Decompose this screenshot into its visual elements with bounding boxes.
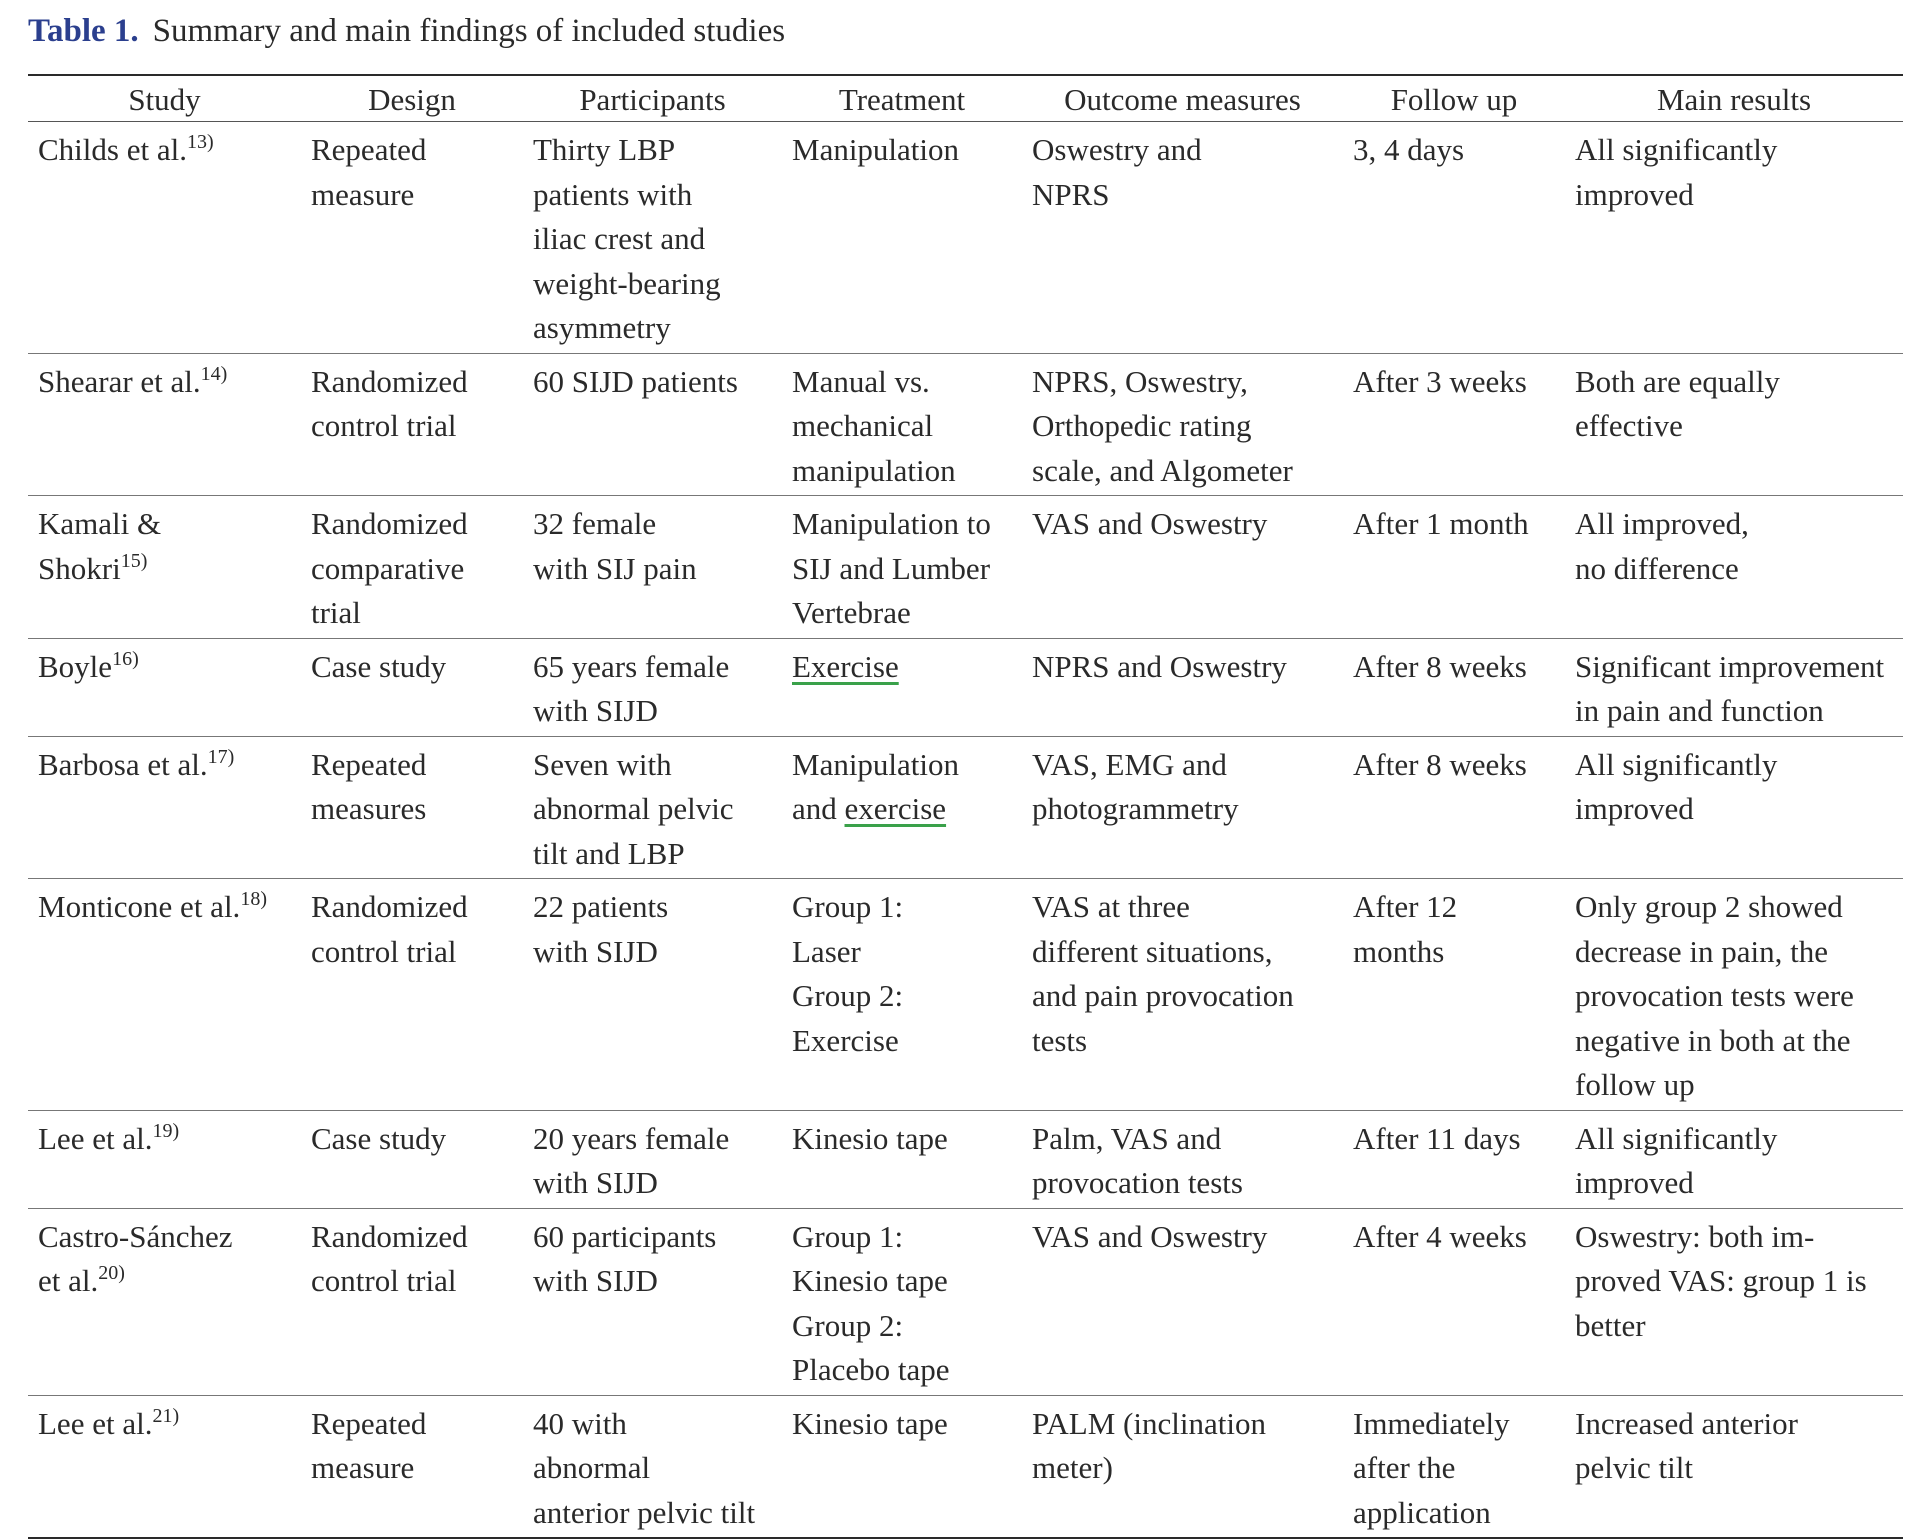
reference-superscript: 19) <box>152 1119 180 1142</box>
cell-text: After 8 weeks <box>1353 746 1527 782</box>
cell-text: with SIJD <box>533 1165 658 1200</box>
table-label: Table 1. <box>28 13 139 49</box>
cell-text: After 3 weeks <box>1353 363 1527 399</box>
cell-main-results <box>1565 1208 1903 1395</box>
header-study: Study <box>28 75 301 122</box>
cell-text: Kinesio tape <box>792 1405 948 1441</box>
cell-treatment <box>782 879 1022 1111</box>
reference-superscript: 17) <box>207 745 235 768</box>
cell-study <box>28 1110 301 1208</box>
cell-text: comparative <box>311 550 465 586</box>
cell-design <box>301 1110 523 1208</box>
cell-text: measure <box>311 1450 415 1485</box>
header-design: Design <box>301 75 523 122</box>
cell-text: Group 1: <box>792 889 904 924</box>
cell-text: Repeated <box>311 746 427 782</box>
cell-follow-up <box>1343 353 1565 496</box>
cell-outcome-measures <box>1022 496 1343 639</box>
cell-follow-up <box>1343 1208 1565 1395</box>
cell-treatment <box>782 496 1022 639</box>
cell-text: NPRS and Oswestry <box>1032 648 1287 684</box>
cell-outcome-measures <box>1022 879 1343 1111</box>
cell-text: with SIJD <box>533 933 658 969</box>
cell-study <box>28 353 301 496</box>
cell-follow-up <box>1343 496 1565 639</box>
cell-main-results <box>1565 1110 1903 1208</box>
cell-text: Shearar et al.$^{14)}$ <box>38 362 228 399</box>
cell-text: NPRS, Oswestry, <box>1032 363 1248 399</box>
cell-text: Lee et al.$^{19)}$ <box>38 1119 180 1156</box>
cell-text: Orthopedic rating <box>1032 408 1252 443</box>
table-row <box>28 879 1903 1111</box>
cell-study <box>28 122 301 354</box>
cell-text: tilt and LBP <box>533 835 685 871</box>
cell-text: and exercise <box>792 791 947 826</box>
cell-participants <box>523 1208 782 1395</box>
cell-text: and pain provocation <box>1032 978 1294 1013</box>
table-row <box>28 496 1903 639</box>
cell-text: 40 with <box>533 1405 627 1441</box>
cell-text: Repeated <box>311 1405 427 1441</box>
header-outcome-measures: Outcome measures <box>1022 75 1343 122</box>
cell-participants <box>523 1395 782 1538</box>
reference-superscript: 15) <box>120 549 148 572</box>
cell-participants <box>523 353 782 496</box>
cell-text: VAS and Oswestry <box>1032 506 1268 541</box>
cell-study <box>28 1208 301 1395</box>
table-row <box>28 736 1903 879</box>
cell-participants <box>523 1110 782 1208</box>
cell-text: Oswestry and <box>1032 132 1202 167</box>
cell-treatment <box>782 1395 1022 1538</box>
header-follow-up: Follow up <box>1343 75 1565 122</box>
header-treatment: Treatment <box>782 75 1022 122</box>
cell-text: NPRS <box>1032 176 1110 212</box>
table-title: Summary and main findings of included studies <box>152 13 786 49</box>
cell-text: application <box>1353 1494 1491 1530</box>
cell-text: Palm, VAS and <box>1032 1120 1222 1156</box>
cell-text: Monticone et al.$^{18)}$ <box>38 888 267 924</box>
reference-superscript: 20) <box>98 1262 125 1284</box>
header-row <box>28 75 1903 122</box>
cell-text: patients with <box>533 176 693 212</box>
cell-text: anterior pelvic tilt <box>533 1494 756 1530</box>
cell-outcome-measures <box>1022 353 1343 496</box>
cell-main-results <box>1565 122 1903 354</box>
cell-text: VAS and Oswestry <box>1032 1218 1268 1254</box>
table-row <box>28 1395 1903 1538</box>
cell-main-results <box>1565 879 1903 1111</box>
cell-design <box>301 122 523 354</box>
cell-text: after the <box>1353 1450 1456 1485</box>
header-main-results: Main results <box>1565 75 1903 122</box>
cell-text: measures <box>311 791 427 826</box>
cell-follow-up <box>1343 638 1565 736</box>
cell-text: All improved, <box>1575 506 1749 541</box>
cell-design <box>301 496 523 639</box>
cell-text: Kamali & <box>38 506 162 541</box>
cell-text: 3, 4 days <box>1353 132 1465 167</box>
cell-design <box>301 1395 523 1538</box>
cell-text: Case study <box>311 1120 447 1156</box>
cell-text: mechanical <box>792 408 934 443</box>
cell-text: months <box>1353 933 1445 969</box>
cell-text: in pain and function <box>1575 693 1824 728</box>
cell-main-results <box>1565 736 1903 879</box>
cell-text: Repeated <box>311 132 427 167</box>
cell-text: Vertebrae <box>792 595 911 630</box>
cell-text: Placebo tape <box>792 1352 950 1387</box>
cell-text: 22 patients <box>533 889 669 924</box>
cell-text: different situations, <box>1032 933 1273 969</box>
cell-text: Manipulation <box>792 746 960 782</box>
cell-text: proved VAS: group 1 is <box>1575 1263 1867 1298</box>
cell-study <box>28 736 301 879</box>
cell-study <box>28 879 301 1111</box>
header-participants: Participants <box>523 75 782 122</box>
cell-text: photogrammetry <box>1032 791 1239 826</box>
cell-study <box>28 496 301 639</box>
cell-text: Group 2: <box>792 1307 904 1343</box>
cell-outcome-measures <box>1022 122 1343 354</box>
cell-text: with SIJD <box>533 693 658 728</box>
cell-treatment <box>782 1110 1022 1208</box>
cell-text: measure <box>311 176 415 212</box>
cell-design <box>301 736 523 879</box>
cell-follow-up <box>1343 879 1565 1111</box>
cell-text: abnormal <box>533 1450 651 1485</box>
cell-text: PALM (inclination <box>1032 1405 1266 1441</box>
cell-text: Shokri$^{15)}$ <box>38 549 148 586</box>
cell-text: After 1 month <box>1353 506 1529 541</box>
cell-text: Boyle$^{16)}$ <box>38 647 139 684</box>
cell-text: with SIJD <box>533 1263 658 1298</box>
cell-text: 32 female <box>533 506 657 541</box>
cell-text: Increased anterior <box>1575 1405 1798 1441</box>
cell-text: negative in both at the <box>1575 1022 1851 1058</box>
cell-main-results <box>1565 638 1903 736</box>
cell-follow-up <box>1343 122 1565 354</box>
cell-participants <box>523 496 782 639</box>
cell-treatment <box>782 353 1022 496</box>
cell-text: iliac crest and <box>533 221 706 256</box>
cell-design <box>301 1208 523 1395</box>
cell-text: After 4 weeks <box>1353 1218 1527 1254</box>
cell-text: no difference <box>1575 550 1739 586</box>
cell-text: with SIJ pain <box>533 550 697 586</box>
cell-follow-up <box>1343 1395 1565 1538</box>
cell-text: VAS at three <box>1032 889 1190 924</box>
cell-participants <box>523 638 782 736</box>
cell-treatment <box>782 638 1022 736</box>
cell-text: Castro-Sánchez <box>38 1218 233 1254</box>
cell-text: weight-bearing <box>533 265 721 301</box>
cell-text: control trial <box>311 408 457 443</box>
cell-text: Randomized <box>311 1218 468 1254</box>
table-header <box>28 75 1903 122</box>
cell-text: 60 SIJD patients <box>533 363 738 399</box>
cell-text: control trial <box>311 933 457 969</box>
table-row <box>28 353 1903 496</box>
cell-treatment <box>782 122 1022 354</box>
cell-follow-up <box>1343 736 1565 879</box>
cell-text: Manipulation to <box>792 506 991 541</box>
cell-text: Significant improvement <box>1575 648 1885 684</box>
cell-text: Randomized <box>311 506 468 541</box>
table-caption <box>28 10 1903 52</box>
cell-text: Lee et al.$^{21)}$ <box>38 1404 180 1441</box>
cell-text: 20 years female <box>533 1120 730 1156</box>
reference-superscript: 18) <box>240 888 267 910</box>
cell-design <box>301 353 523 496</box>
cell-text: Manual vs. <box>792 363 930 399</box>
cell-text: tests <box>1032 1022 1088 1058</box>
cell-follow-up <box>1343 1110 1565 1208</box>
cell-text: After 12 <box>1353 889 1458 924</box>
cell-text: 65 years female <box>533 648 730 684</box>
cell-text: provocation tests <box>1032 1165 1243 1200</box>
cell-text: Thirty LBP <box>533 132 676 167</box>
cell-text: Both are equally <box>1575 363 1780 399</box>
cell-text: All significantly <box>1575 132 1778 167</box>
cell-text: Randomized <box>311 889 468 924</box>
cell-text: abnormal pelvic <box>533 791 734 826</box>
cell-text: Group 2: <box>792 978 904 1013</box>
cell-text: decrease in pain, the <box>1575 933 1829 969</box>
cell-text: scale, and Algometer <box>1032 452 1293 488</box>
cell-text: improved <box>1575 1165 1694 1200</box>
reference-superscript: 21) <box>152 1404 180 1427</box>
cell-text: Exercise <box>792 1022 899 1058</box>
cell-text: manipulation <box>792 452 956 488</box>
reference-superscript: 13) <box>186 131 214 153</box>
table-row <box>28 638 1903 736</box>
cell-text: asymmetry <box>533 310 671 345</box>
cell-outcome-measures <box>1022 1208 1343 1395</box>
cell-text: better <box>1575 1307 1646 1343</box>
cell-text: trial <box>311 595 361 630</box>
cell-text: All significantly <box>1575 1120 1778 1156</box>
cell-main-results <box>1565 353 1903 496</box>
cell-text: effective <box>1575 408 1683 443</box>
cell-text: improved <box>1575 176 1694 212</box>
cell-outcome-measures <box>1022 1395 1343 1538</box>
cell-text: VAS, EMG and <box>1032 746 1227 782</box>
cell-text: After 11 days <box>1353 1120 1521 1156</box>
cell-main-results <box>1565 496 1903 639</box>
table-row <box>28 1208 1903 1395</box>
cell-text: control trial <box>311 1263 457 1298</box>
cell-text: 60 participants <box>533 1218 717 1254</box>
cell-text: SIJ and Lumber <box>792 550 991 586</box>
cell-participants <box>523 736 782 879</box>
cell-outcome-measures <box>1022 1110 1343 1208</box>
table-row <box>28 1110 1903 1208</box>
cell-treatment <box>782 736 1022 879</box>
table-row <box>28 122 1903 354</box>
cell-participants <box>523 879 782 1111</box>
reference-superscript: 16) <box>112 647 139 670</box>
cell-text: Case study <box>311 648 447 684</box>
cell-design <box>301 638 523 736</box>
cell-text: Exercise <box>792 648 899 684</box>
cell-design <box>301 879 523 1111</box>
cell-text: Randomized <box>311 363 468 399</box>
cell-text: provocation tests were <box>1575 978 1854 1013</box>
cell-text: Kinesio tape <box>792 1263 948 1298</box>
cell-text: improved <box>1575 791 1694 826</box>
cell-main-results <box>1565 1395 1903 1538</box>
cell-study <box>28 1395 301 1538</box>
cell-text: Childs et al.$^{13)}$ <box>38 131 214 167</box>
cell-text: Only group 2 showed <box>1575 889 1843 924</box>
cell-outcome-measures <box>1022 638 1343 736</box>
cell-text: Immediately <box>1353 1405 1510 1441</box>
summary-table <box>28 74 1903 1539</box>
table-body <box>28 122 1903 1539</box>
cell-text: Seven with <box>533 746 672 782</box>
cell-text: Kinesio tape <box>792 1120 948 1156</box>
cell-text: follow up <box>1575 1067 1695 1102</box>
cell-text: After 8 weeks <box>1353 648 1527 684</box>
cell-outcome-measures <box>1022 736 1343 879</box>
cell-text: pelvic tilt <box>1575 1450 1693 1485</box>
cell-text: meter) <box>1032 1450 1113 1485</box>
cell-text: Oswestry: both im- <box>1575 1218 1815 1254</box>
cell-study <box>28 638 301 736</box>
reference-superscript: 14) <box>200 362 228 385</box>
cell-text: Laser <box>792 933 861 969</box>
cell-participants <box>523 122 782 354</box>
cell-text: Group 1: <box>792 1218 904 1254</box>
cell-treatment <box>782 1208 1022 1395</box>
cell-text: et al.$^{20)}$ <box>38 1262 125 1298</box>
cell-text: Manipulation <box>792 132 960 167</box>
cell-text: Barbosa et al.$^{17)}$ <box>38 745 235 782</box>
cell-text: All significantly <box>1575 746 1778 782</box>
